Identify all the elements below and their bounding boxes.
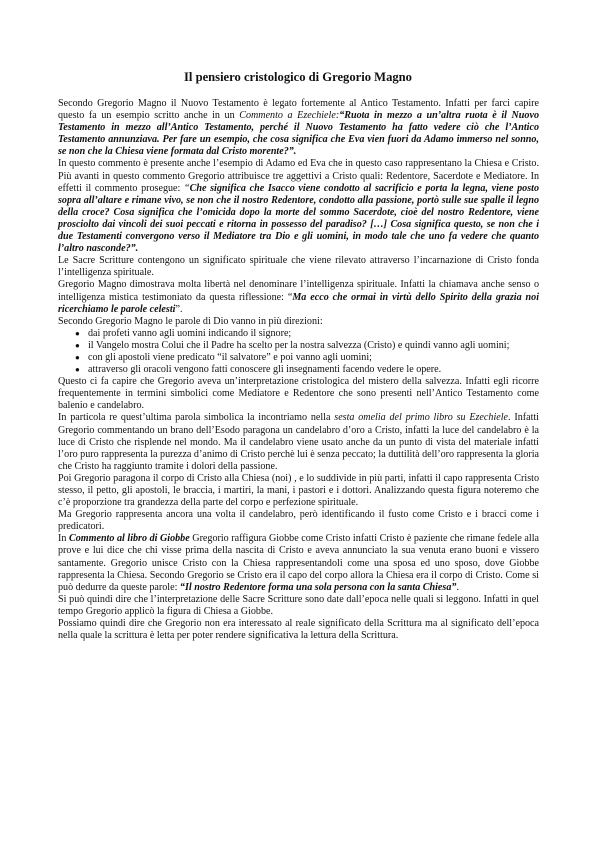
bullet-text: attraverso gli oracoli vengono fatti conoscere gli insegnamenti facendo vedere le opere. — [88, 364, 442, 376]
bullet-item — [75, 339, 539, 352]
text-run: Gregorio raffigura Giobbe come Cristo infatti Cristo è paziente che rimane fedele alla prove e lui dice che chi visse prima della nascita di Cristo e aveva annunciato la sua venuta erano buoni e vissero santamente. Gregorio unisce Cristo con la Chiesa rappresentandoli come una sposa ed uno sposo, dove Giobbe rappresenta la Chiesa. Secondo Gregorio se Cristo era il capo del corpo allora la Chiesa era il corpo di Cristo. Come si può dedurre da queste parole: — [58, 533, 539, 593]
page-title: Il pensiero cristologico di Gregorio Magno — [184, 70, 412, 84]
paragraph — [58, 316, 539, 328]
text-run: ”. — [175, 303, 183, 315]
emphasized-text-run: Ma ecco che ormai in virtù dello Spirito della grazia noi ricerchiamo le parole celesti — [58, 291, 540, 315]
emphasized-text-run: “Il nostro Redentore forma una sola persona con la santa Chiesa” — [179, 581, 457, 593]
bullet-list — [58, 328, 539, 376]
emphasized-text-run: “Ruota in mezzo a un’altra ruota è il Nuovo Testamento in mezzo all’Antico Testamento, perché il Nuovo Testamento ha fatto vedere ciò che l’Antico Testamento annunziava. Per fare un esempio, che cosa significa che Eva vien fuori da Adamo immerso nel sonno, se non che la Chiesa viene formata dal Cristo morente?”. — [58, 110, 539, 158]
text-run: Ma Gregorio rappresenta ancora una volta il candelabro, però identificando il fusto come Cristo e i bracci come i predicatori. — [58, 509, 539, 533]
bullet-item — [75, 327, 539, 340]
emphasized-text-run: “ — [183, 182, 190, 194]
paragraph — [58, 594, 539, 618]
paragraph — [58, 509, 539, 533]
paragraph — [58, 473, 539, 509]
text-run: Si può quindi dire che l’interpretazione delle Sacre Scritture sono date dall’epoca nelle quali si leggono. Infatti in quel tempo Gregorio applicò la figura di Chiesa a Giobbe. — [58, 593, 539, 617]
text-run: Gregorio Magno dimostrava molta libertà nel denominare l’intelligenza spirituale. Infatti la chiamava anche senso o intelligenza mistica testimoniato da questa riflessione: “ — [58, 279, 539, 303]
text-run: Questo ci fa capire che Gregorio aveva un’interpretazione cristologica del mistero della salvezza. Infatti egli ricorre frequentemente in termini simbolici come Mediatore e Redentore che sono presenti nell’Antico Testamento come balenio e candelabro. — [58, 376, 539, 412]
text-run: Poi Gregorio paragona il corpo di Cristo alla Chiesa (noi) , e lo suddivide in più parti, infatti il capo rappresenta Cristo stesso, il petto, gli apostoli, le braccia, i martiri, la mani, i pastori e i dottori. Analizzando questa figura noteremo che c’è proporzione tra grandezza della parte del corpo e perfezione spirituale. — [58, 472, 539, 509]
bullet-dot-icon: ● — [75, 365, 80, 375]
text-run: Secondo Gregorio Magno le parole di Dio vanno in più direzioni: — [58, 315, 323, 327]
text-run: . — [456, 581, 459, 593]
bullet-text: il Vangelo mostra Colui che il Padre ha scelto per la nostra salvezza (Cristo) e quindi vanno agli uomini; — [88, 339, 510, 351]
text-run: In particola re quest’ultima parola simbolica la incontriamo nella — [58, 412, 335, 424]
emphasized-text-run: Commento al libro di Giobbe — [68, 533, 190, 545]
paragraph — [58, 158, 539, 255]
paragraph — [58, 376, 539, 412]
emphasized-text-run: sesta omelia del primo libro su Ezechiele — [334, 412, 509, 424]
text-run: In questo commento è presente anche l’esempio di Adamo ed Eva che in questo caso rappresentano la Chiesa e Cristo. Più avanti in questo commento Gregorio attribuisce tre aggettivi a Cristo quali: Redentore, Sacerdote e Mediatore. In effetti il commento prosegue: — [58, 158, 539, 194]
emphasized-text-run: Che significa che Isacco viene condotto al sacrificio e porta la legna, viene posto sopra all’altare e rimane vivo, se non che il nostro Redentore, condotto alla passione, portò sulle sue spalle il legno della croce? Cosa significa che l’omicida dopo la morte del sommo Sacerdote, cioè del nostro Redentore, viene prosciolto dai vincoli dei suoi peccati e ritorna in possesso del paradiso? […] Cosa significa questo, se non che i due Testamenti convergono verso il Mediatore tra Dio e gli uomini, in modo tale che uno fa vedere che quanto l’altro nasconde?”. — [58, 182, 539, 255]
bullet-dot-icon: ● — [75, 352, 80, 362]
paragraph — [58, 98, 539, 158]
text-run: Le Sacre Scritture contengono un significato spirituale che viene rilevato attraverso l’incarnazione di Cristo fonda l’intelligenza spirituale. — [58, 255, 539, 279]
bullet-item — [75, 351, 539, 364]
paragraph — [58, 618, 539, 642]
bullet-text: dai profeti vanno agli uomini indicando il signore; — [88, 327, 292, 339]
text-run: . Infatti Gregorio commentando un brano dell’Esodo paragona un candelabro d’oro a Cristo, infatti la luce del candelabro è la luce di Cristo che risplende nel mondo. Ma il candelabro viene usato anche da un punto di vista del materiale infatti l’oro puro rappresenta la purezza d’animo di Cristo perchè lui è senza peccato; la duttilità dell’oro rappresenta la gloria che Cristo ha raggiunto tramite i dolori della passione. — [58, 412, 539, 472]
paragraph — [58, 255, 539, 279]
paragraphs-after-list — [58, 376, 539, 642]
bullet-dot-icon: ● — [75, 340, 80, 350]
bullet-item — [75, 364, 539, 376]
emphasized-text-run: Commento a Ezechiele: — [239, 110, 340, 122]
bullet-text: con gli apostoli viene predicato “il salvatore” e poi vanno agli uomini; — [88, 351, 372, 363]
bullet-dot-icon: ● — [75, 328, 80, 338]
paragraphs-before-list — [58, 98, 539, 328]
paragraph — [58, 533, 539, 593]
paragraph — [58, 412, 539, 472]
paragraph — [58, 279, 539, 315]
text-run: In — [58, 533, 69, 545]
document-body — [58, 98, 539, 642]
text-run: Secondo Gregorio Magno il Nuovo Testamento è legato fortemente al Antico Testamento. Infatti per farci capire questo fa un esempio scritto anche in un — [58, 98, 539, 122]
text-run: Possiamo quindi dire che Gregorio non era interessato al reale significato della Scrittura ma al significato dell’epoca nella quale la scrittura è letta per poter rendere significativa la lettura della Scrittura. — [58, 618, 539, 642]
